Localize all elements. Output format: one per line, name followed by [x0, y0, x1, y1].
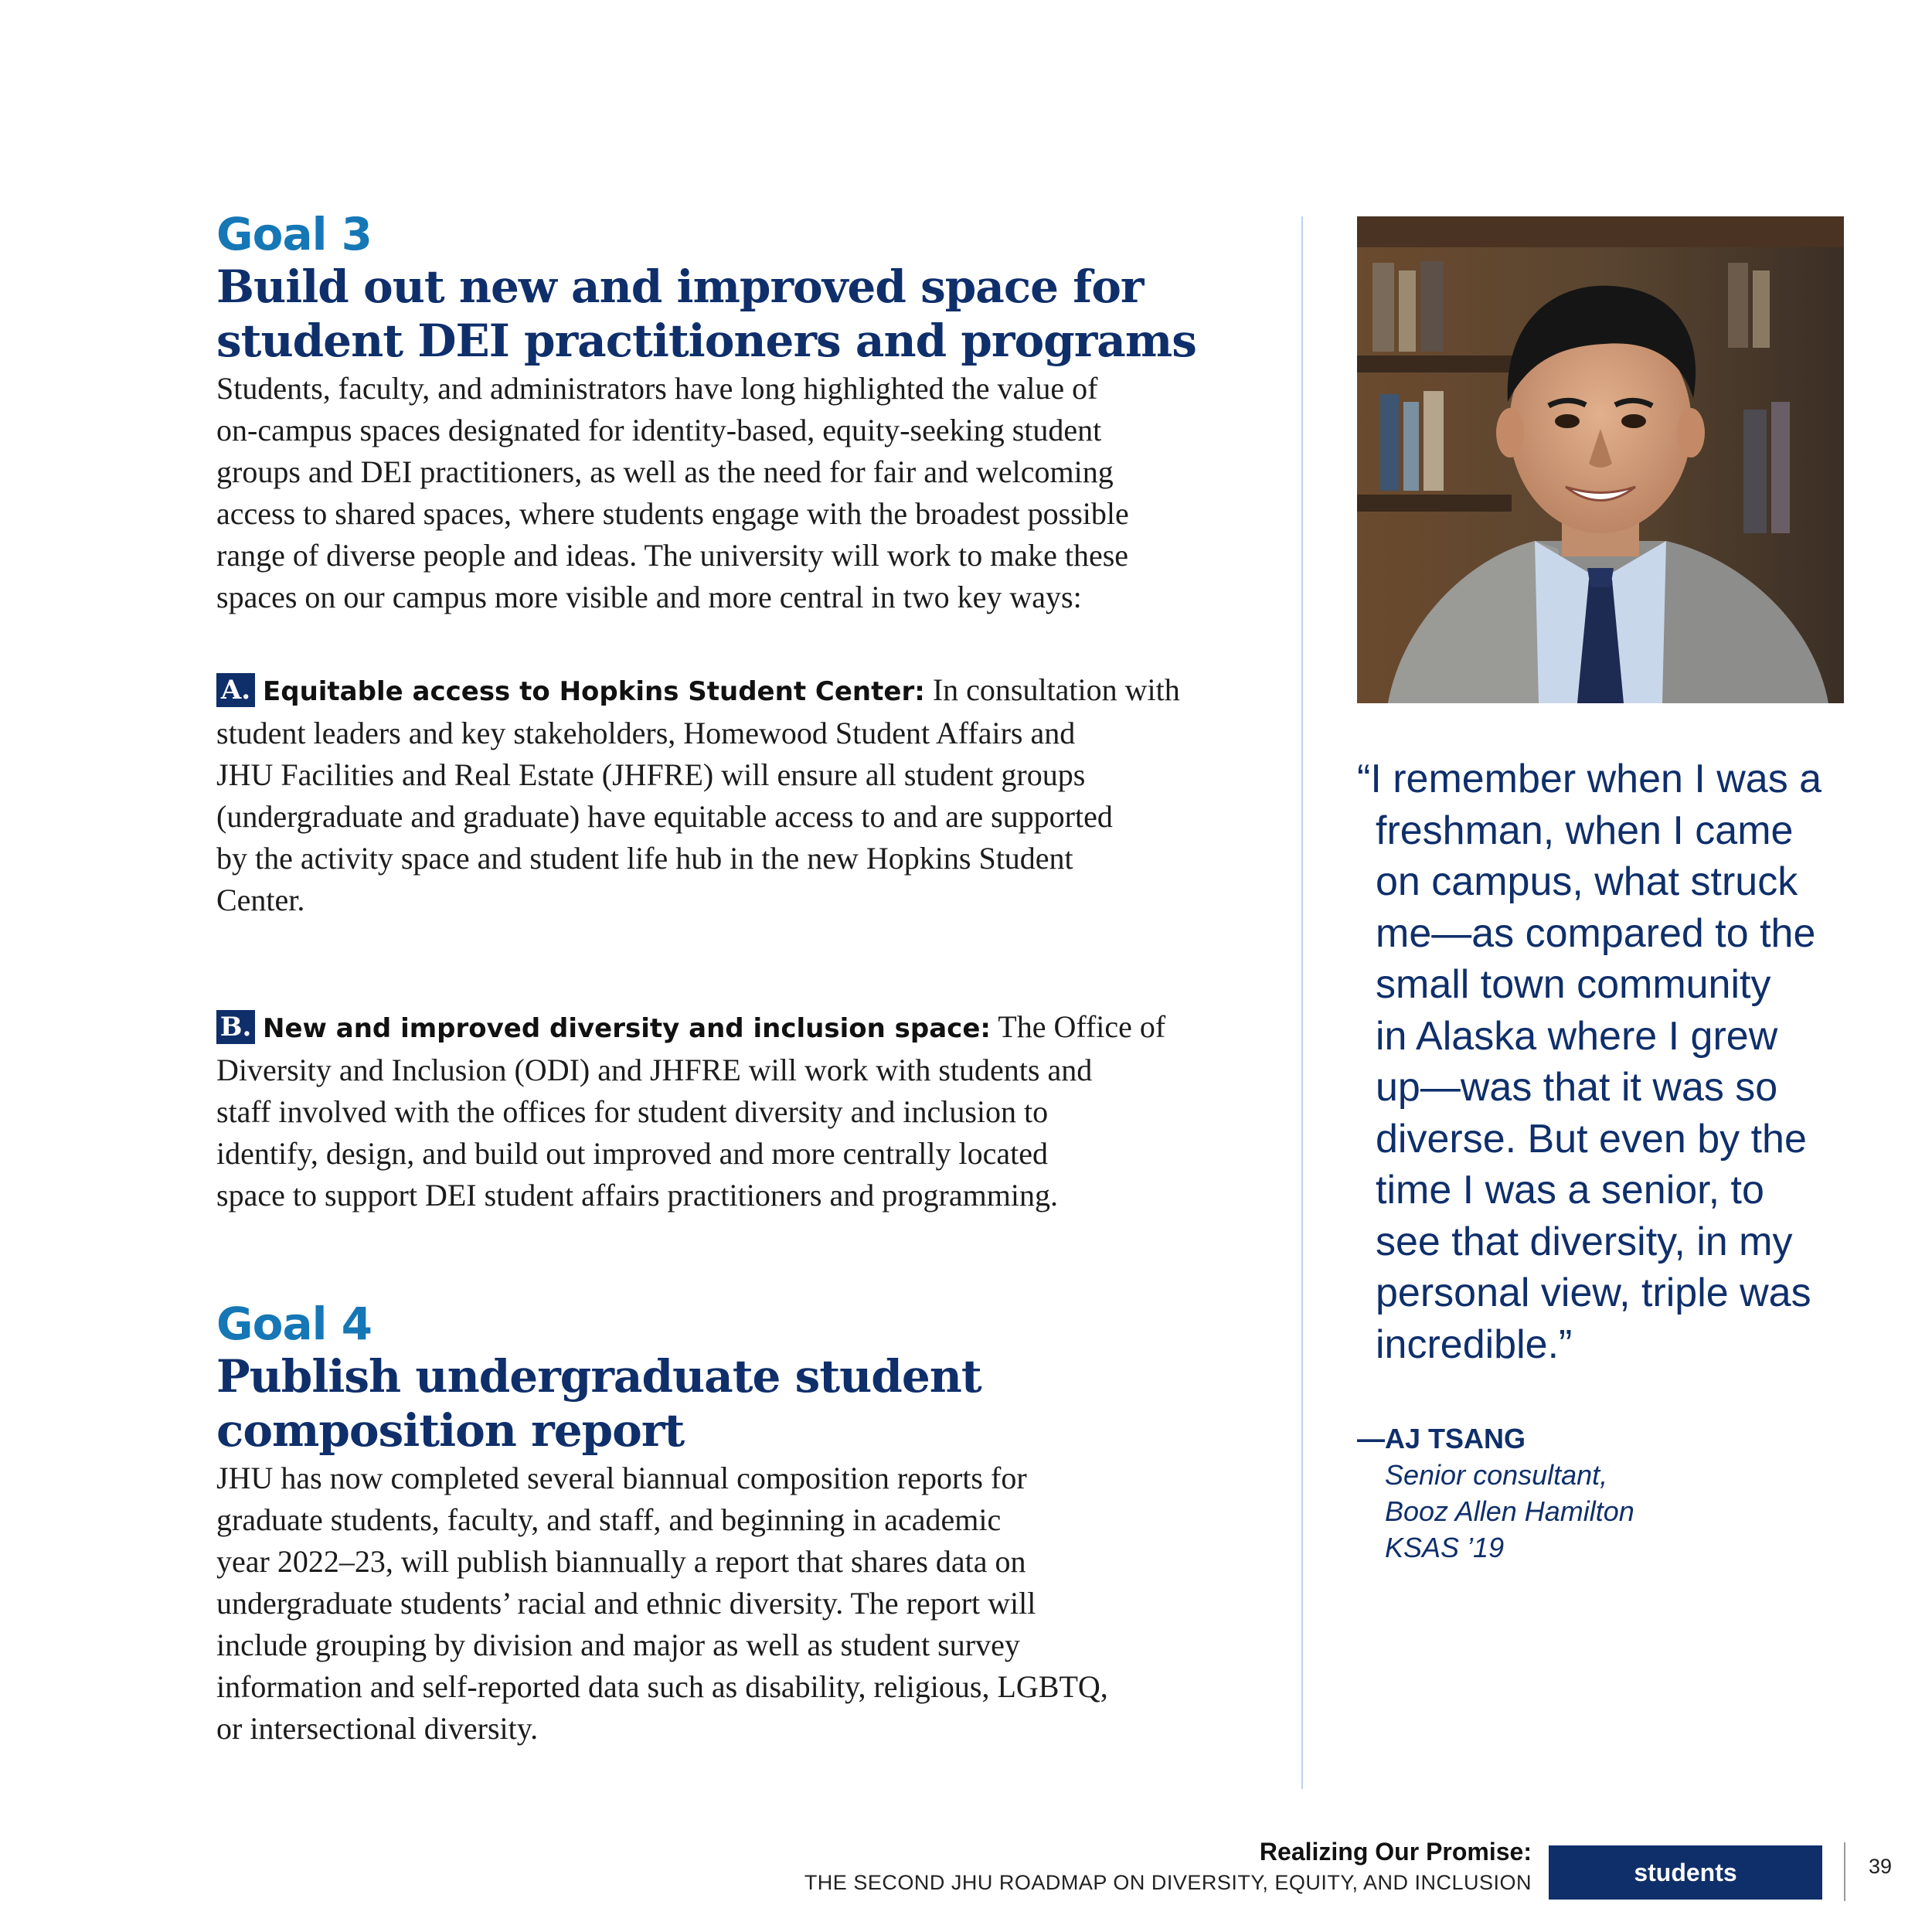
quote-line: small town community	[1376, 962, 1771, 1007]
goal-4-section	[216, 1298, 1267, 1750]
body-line: staff involved with the offices for student diversity and inclusion to	[216, 1094, 1049, 1129]
quote-line: “I remember when I was a	[1357, 757, 1822, 801]
body-line: access to shared spaces, where students engage with the broadest possible	[216, 496, 1129, 531]
quote-line: up—was that it was so	[1376, 1065, 1778, 1110]
body-line: by the activity space and student life hub in the new Hopkins Student	[216, 841, 1073, 876]
body-line: (undergraduate and graduate) have equitable access to and are supported	[216, 799, 1113, 834]
quote-line: incredible.”	[1376, 1321, 1573, 1367]
quote-line: me—as compared to the	[1376, 910, 1816, 956]
quote-line: time I was a senior, to	[1376, 1168, 1764, 1213]
goal-3-title-line: Build out new and improved space for	[216, 260, 1144, 313]
goal-3-section	[216, 209, 1267, 618]
quote-line: personal view, triple was	[1376, 1270, 1811, 1315]
attribution-org: Booz Allen Hamilton	[1385, 1495, 1634, 1527]
quote-line: see that diversity, in my	[1376, 1219, 1793, 1264]
body-line: include grouping by division and major as well as student survey	[216, 1628, 1020, 1662]
quote-line: on campus, what struck	[1376, 859, 1798, 904]
column-divider	[1301, 216, 1303, 1789]
item-a-first-text: In consultation with	[932, 672, 1180, 707]
body-line: year 2022–23, will publish biannually a report that shares data on	[216, 1544, 1026, 1579]
quote-line: in Alaska where I grew	[1376, 1013, 1778, 1059]
item-b-first-text: The Office of	[998, 1009, 1166, 1044]
body-line: JHU Facilities and Real Estate (JHFRE) will ensure all student groups	[216, 757, 1086, 792]
body-line: Center.	[216, 883, 305, 917]
goal-3-body	[216, 368, 1267, 618]
attribution-class: KSAS ’19	[1385, 1532, 1505, 1563]
footer-divider	[1844, 1842, 1845, 1901]
item-a-lead: Equitable access to Hopkins Student Center:	[263, 676, 925, 707]
item-a-badge: A.	[216, 673, 255, 707]
item-b-badge: B.	[216, 1010, 255, 1044]
goal-4-body	[216, 1458, 1267, 1750]
body-line: groups and DEI practitioners, as well as the need for fair and welcoming	[216, 454, 1114, 489]
body-line: information and self-reported data such as disability, religious, LGBTQ,	[216, 1669, 1108, 1704]
goal-4-label: Goal 4	[216, 1298, 372, 1350]
body-line: spaces on our campus more visible and more central in two key ways:	[216, 580, 1082, 614]
body-line: Students, faculty, and administrators have long highlighted the value of	[216, 371, 1098, 406]
body-line: undergraduate students’ racial and ethnic diversity. The report will	[216, 1586, 1036, 1621]
body-line: student leaders and key stakeholders, Homewood Student Affairs and	[216, 716, 1076, 750]
page-number: 39	[1869, 1855, 1893, 1878]
goal-4-title-line: Publish undergraduate student	[216, 1350, 981, 1403]
body-line: on-campus spaces designated for identity-based, equity-seeking student	[216, 413, 1102, 447]
footer-title: Realizing Our Promise:	[1259, 1838, 1532, 1866]
item-a	[216, 669, 1298, 921]
attribution-name: —AJ TSANG	[1357, 1423, 1526, 1454]
quote-line: diverse. But even by the	[1376, 1116, 1807, 1162]
body-line: space to support DEI student affairs practitioners and programming.	[216, 1178, 1058, 1213]
item-b-lead: New and improved diversity and inclusion space:	[263, 1013, 991, 1044]
body-line: range of diverse people and ideas. The university will work to make these	[216, 538, 1129, 573]
body-line: Diversity and Inclusion (ODI) and JHFRE will work with students and	[216, 1053, 1093, 1087]
item-b-first-line	[216, 1006, 1298, 1049]
item-a-first-line	[216, 669, 1298, 713]
body-line: JHU has now completed several biannual composition reports for	[216, 1461, 1027, 1495]
portrait-photo	[1357, 216, 1844, 703]
body-line: or intersectional diversity.	[216, 1711, 539, 1746]
section-tag: students	[1549, 1845, 1822, 1900]
body-line: graduate students, faculty, and staff, and beginning in academic	[216, 1502, 1002, 1537]
pull-quote	[1357, 753, 1890, 1370]
goal-3-label: Goal 3	[216, 208, 372, 260]
quote-attribution	[1357, 1420, 1852, 1566]
quote-line: freshman, when I came	[1376, 808, 1794, 853]
goal-3-title-line: student DEI practitioners and programs	[216, 315, 1196, 367]
body-line: identify, design, and build out improved and more centrally located	[216, 1136, 1048, 1171]
footer-subtitle: THE SECOND JHU ROADMAP ON DIVERSITY, EQUITY, AND INCLUSION	[804, 1871, 1532, 1894]
item-b	[216, 1006, 1298, 1216]
attribution-role: Senior consultant,	[1385, 1459, 1608, 1491]
goal-4-title-line: composition report	[216, 1404, 685, 1457]
goal-4-title	[216, 1349, 1267, 1458]
goal-3-title	[216, 260, 1267, 368]
